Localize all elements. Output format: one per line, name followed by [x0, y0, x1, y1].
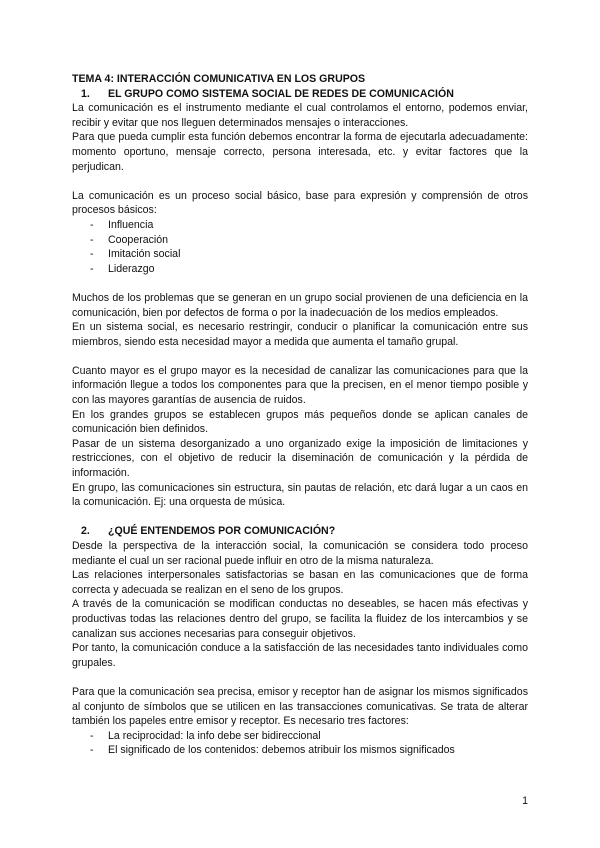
section-2-paragraph: A través de la comunicación se modifican conductas no deseables, se hacen más efectivas y productivas todas las relaciones dentro del grupo, se facilita la fluidez de los intercambios y se canalizan sus acciones necesarias para conseguir objetivos. [72, 598, 528, 640]
list-item: - Cooperación [90, 233, 169, 246]
list-item: - Influencia [90, 218, 154, 231]
section-1-paragraph: En grupo, las comunicaciones sin estructura, sin pautas de relación, etc dará lugar a un caos en la comunicación. Ej: una orquesta de música. [72, 481, 528, 509]
list-item-text: La reciprocidad: la info debe ser bidireccional [108, 729, 321, 742]
list-item: - La reciprocidad: la info debe ser bidireccional [90, 729, 321, 742]
section-1-heading-text: EL GRUPO COMO SISTEMA SOCIAL DE REDES DE COMUNICACIÓN [108, 87, 454, 100]
list-item-text: Cooperación [108, 233, 169, 246]
section-1-paragraph: Para que pueda cumplir esta función debemos encontrar la forma de ejecutarla adecuadamente: momento oportuno, mensaje correcto, persona interesada, etc. y evitar factores que la perjudican. [72, 131, 528, 173]
section-2-heading-text: ¿QUÉ ENTENDEMOS POR COMUNICACIÓN? [108, 525, 336, 538]
section-2-paragraph: Para que la comunicación sea precisa, emisor y receptor han de asignar los mismos significados al conjunto de símbolos que se utilicen en las transacciones comunicativas. Se trata de alterar también los papeles entre emisor y receptor. Es necesario tres factores: [72, 685, 528, 728]
list-item: - El significado de los contenidos: debemos atribuir los mismos significados [90, 744, 455, 757]
section-1-heading [72, 87, 528, 102]
section-2-paragraph: Las relaciones interpersonales satisfactorias se basan en las comunicaciones que de forma correcta y adecuada se realizan en el seno de los grupos. [72, 569, 528, 596]
page-number: 1 [522, 795, 528, 807]
list-item-text: El significado de los contenidos: debemos atribuir los mismos significados [108, 744, 455, 757]
page-title: TEMA 4: INTERACCIÓN COMUNICATIVA EN LOS GRUPOS [72, 73, 366, 85]
section-2-heading [72, 524, 528, 539]
section-1-paragraph: Pasar de un sistema desorganizado a uno organizado exige la imposición de limitaciones y restricciones, con el objetivo de reducir la diseminación de comunicación y la pérdida de información. [72, 437, 528, 480]
section-1-paragraph: Cuanto mayor es el grupo mayor es la necesidad de canalizar las comunicaciones para que la información llegue a todos los componentes para que la precisen, en el menor tiempo posible y con las mayores garantías de ausencia de ruidos. [72, 364, 528, 407]
list-item: - Imitación social [90, 248, 181, 261]
factors-list [72, 729, 528, 758]
page-content [72, 72, 528, 758]
list-item: - Liderazgo [90, 262, 155, 275]
section-1-paragraph: La comunicación es un proceso social básico, base para expresión y comprensión de otros procesos básicos: [72, 189, 528, 217]
section-1-number: 1. [81, 87, 90, 100]
list-item-text: Liderazgo [108, 262, 155, 275]
basic-processes-list [72, 218, 528, 276]
section-2-paragraph: Desde la perspectiva de la interacción social, la comunicación se considera todo proceso mediante el cual un ser racional puede influir en otro de la misma naturaleza. [72, 540, 528, 567]
list-item-text: Imitación social [108, 248, 181, 261]
section-1-paragraph: Muchos de los problemas que se generan en un grupo social provienen de una deficiencia en la comunicación, bien por defectos de forma o por la inadecuación de los medios empleados. [72, 291, 528, 319]
section-1-paragraph: La comunicación es el instrumento mediante el cual controlamos el entorno, podemos enviar, recibir y evitar que nos lleguen determinados mensajes o interacciones. [72, 102, 528, 129]
section-2-paragraph: Por tanto, la comunicación conduce a la satisfacción de las necesidades tanto individuales como grupales. [72, 642, 528, 669]
section-2-number: 2. [81, 525, 90, 538]
list-item-text: Influencia [108, 218, 154, 231]
section-1-paragraph: En los grandes grupos se establecen grupos más pequeños donde se aplican canales de comunicación bien definidos. [72, 408, 528, 436]
section-1-paragraph: En un sistema social, es necesario restringir, conducir o planificar la comunicación entre sus miembros, siendo esta necesidad mayor a medida que aumenta el tamaño grupal. [72, 321, 528, 348]
